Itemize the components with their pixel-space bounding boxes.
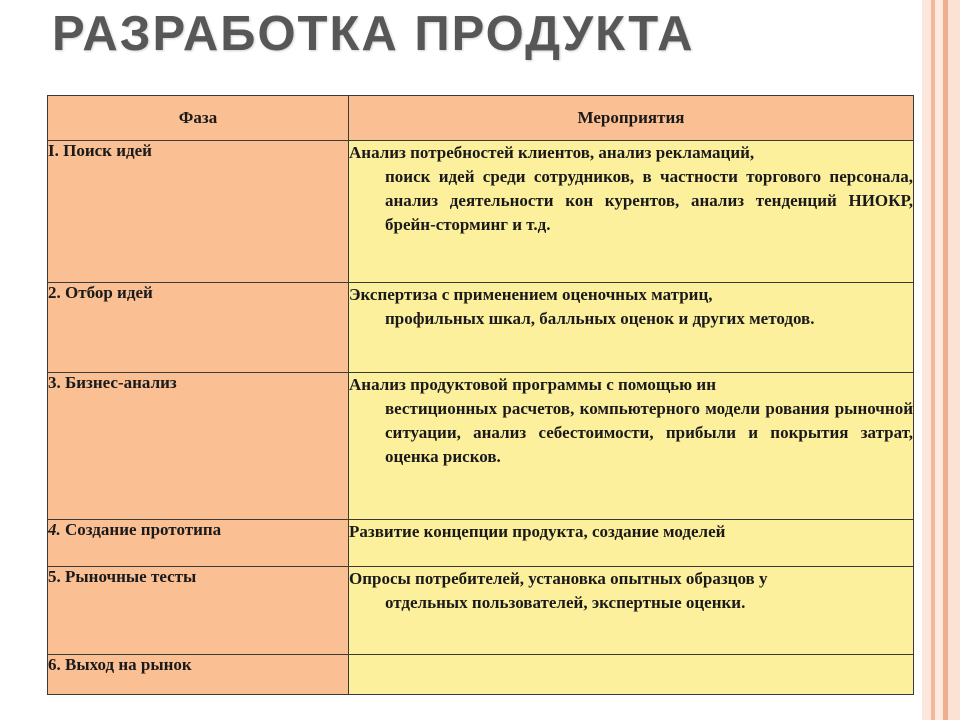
table-row	[48, 141, 914, 283]
column-header-phase: Фаза	[48, 96, 349, 141]
phase-cell: 6. Выход на рынок	[48, 655, 349, 695]
decorative-stripes	[922, 0, 960, 720]
activity-text-first: Анализ потребностей клиентов, анализ рекламаций,	[349, 143, 755, 162]
table-row	[48, 373, 914, 520]
table-row	[48, 520, 914, 567]
activity-text-first: Развитие концепции продукта, создание моделей	[349, 522, 726, 541]
stripe	[922, 0, 931, 720]
activity-text-first: Анализ продуктовой программы с помощью ин	[349, 375, 717, 394]
activity-cell	[349, 283, 914, 373]
activity-cell	[349, 373, 914, 520]
stripe	[948, 0, 960, 720]
activity-text-rest: профильных шкал, балльных оценок и других методов.	[385, 309, 815, 328]
column-header-activities: Мероприятия	[349, 96, 914, 141]
activity-cell	[349, 520, 914, 567]
activity-text-rest: вестиционных расчетов, компьютерного модели рования рыночной ситуации, анализ себестоимости, прибыли и покрытия затрат, оценка рисков.	[385, 399, 913, 466]
activity-cell	[349, 567, 914, 655]
phase-number: 4.	[48, 520, 61, 539]
table-row	[48, 283, 914, 373]
phase-cell: 3. Бизнес-анализ	[48, 373, 349, 520]
activity-text-rest: отдельных пользователей, экспертные оценки.	[385, 593, 746, 612]
activity-text-first: Экспертиза с применением оценочных матриц,	[349, 285, 713, 304]
phase-cell: 2. Отбор идей	[48, 283, 349, 373]
phases-table	[47, 95, 914, 695]
slide-title: РАЗРАБОТКА ПРОДУКТА	[52, 7, 695, 61]
phase-cell: 5. Рыночные тесты	[48, 567, 349, 655]
phase-cell: I. Поиск идей	[48, 141, 349, 283]
table-header-row	[48, 96, 914, 141]
table-row	[48, 567, 914, 655]
activity-text-rest: поиск идей среди сотрудников, в частности торгового персонала, анализ деятельности кон курентов, анализ тенденций НИОКР, брейн-сторминг и т.д.	[385, 167, 913, 234]
activity-cell	[349, 655, 914, 695]
table-row	[48, 655, 914, 695]
activity-text-first: Опросы потребителей, установка опытных образцов у	[349, 569, 768, 588]
phase-label: Создание прототипа	[65, 520, 222, 539]
activity-cell	[349, 141, 914, 283]
phase-cell	[48, 520, 349, 567]
stripe	[935, 0, 943, 720]
